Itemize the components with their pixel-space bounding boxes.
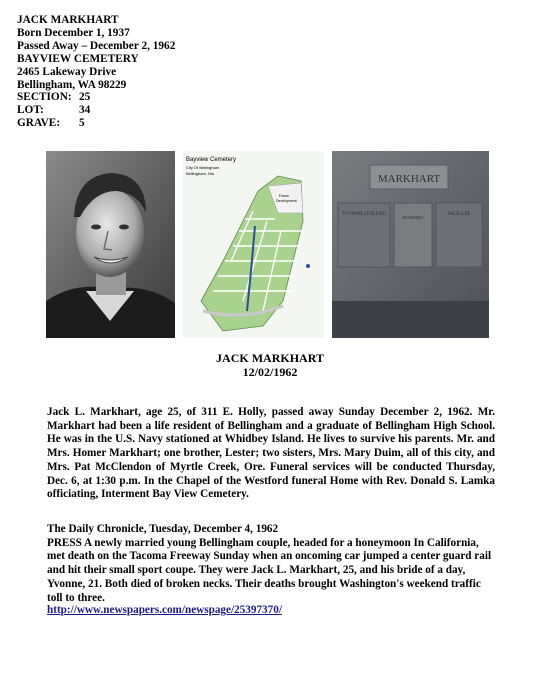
cemetery-name: BAYVIEW CEMETERY (17, 52, 139, 65)
article-body: PRESS A newly married young Bellingham couple, headed for a honeymoon In California, met death on the Tacoma Freeway Sunday when an oncoming car jumped a center guard rail and hit their small sport coupe. They were Jack L. Markhart, 25, and his bride of a day, Yvonne, 21. Both died of broken necks. Their deaths brought Washington's weekend traffic toll to three. (47, 536, 492, 604)
deceased-name: JACK MARKHART (17, 14, 119, 26)
map-location: Bellingham, Wa (186, 171, 214, 176)
death-date: Passed Away – December 2, 1962 (17, 39, 176, 52)
map-future-label: Future (279, 194, 290, 198)
source-link[interactable]: http://www.newspapers.com/newspage/25397370/ (47, 604, 282, 616)
portrait-image (46, 151, 175, 338)
lot-label: LOT: (17, 104, 44, 117)
headstone-center-text: MARRIED (402, 215, 424, 220)
photo-caption-date: 12/02/1962 (242, 365, 298, 379)
photo-caption-name: JACK MARKHART (216, 351, 324, 365)
cemetery-city: Bellingham, WA 98229 (17, 78, 127, 91)
section-row (17, 91, 175, 104)
article-heading: The Daily Chronicle, Tuesday, December 4, 1962 (47, 523, 279, 535)
grave-label: GRAVE: (17, 117, 61, 130)
lot-row (17, 104, 175, 117)
lot-value: 34 (79, 104, 91, 117)
portrait-photo (46, 151, 175, 338)
cemetery-street: 2465 Lakeway Drive (17, 65, 117, 78)
section-value: 25 (79, 91, 91, 104)
section-label: SECTION: (17, 91, 72, 104)
map-development-label: Development (276, 199, 297, 203)
headstone-image (332, 151, 489, 338)
birth-date: Born December 1, 1937 (17, 26, 130, 39)
cemetery-map (183, 151, 324, 338)
burial-info (17, 14, 175, 130)
headstone-right-name: JACK LEE (447, 212, 471, 217)
newspaper-article (47, 523, 495, 605)
obituary-text: Jack L. Markhart, age 25, of 311 E. Holly, passed away Sunday December 2, 1962. Mr. Markhart had been a life resident of Bellingham and a graduate of Bellingham High School. He was in the U.S. Navy stationed at Whidbey Island. He lives to survive his parents. Mr. and Mrs. Homer Markhart; one brother, Lester; two sisters, Mrs. Mary Duim, all of this city, and Mrs. Pat McClendon of Myrtle Creek, Ore. Funeral services will be conducted Thursday, Dec. 6, at 1:30 p.m. In the Chapel of the Westford funeral Home with Rev. Donald S. Lamka officiating, Interment Bay View Cemetery. (47, 406, 495, 501)
headstone-left-name: YVONNE (TOLLIN) (342, 212, 386, 217)
headstone-photo (332, 151, 489, 338)
headstone-surname: MARKHART (377, 173, 441, 185)
cemetery-map-image (183, 151, 324, 338)
map-subtitle: City Of Bellingham (186, 165, 220, 170)
grave-value: 5 (79, 117, 85, 130)
map-title: Bayview Cemetery (186, 157, 237, 163)
grave-row (17, 117, 175, 130)
